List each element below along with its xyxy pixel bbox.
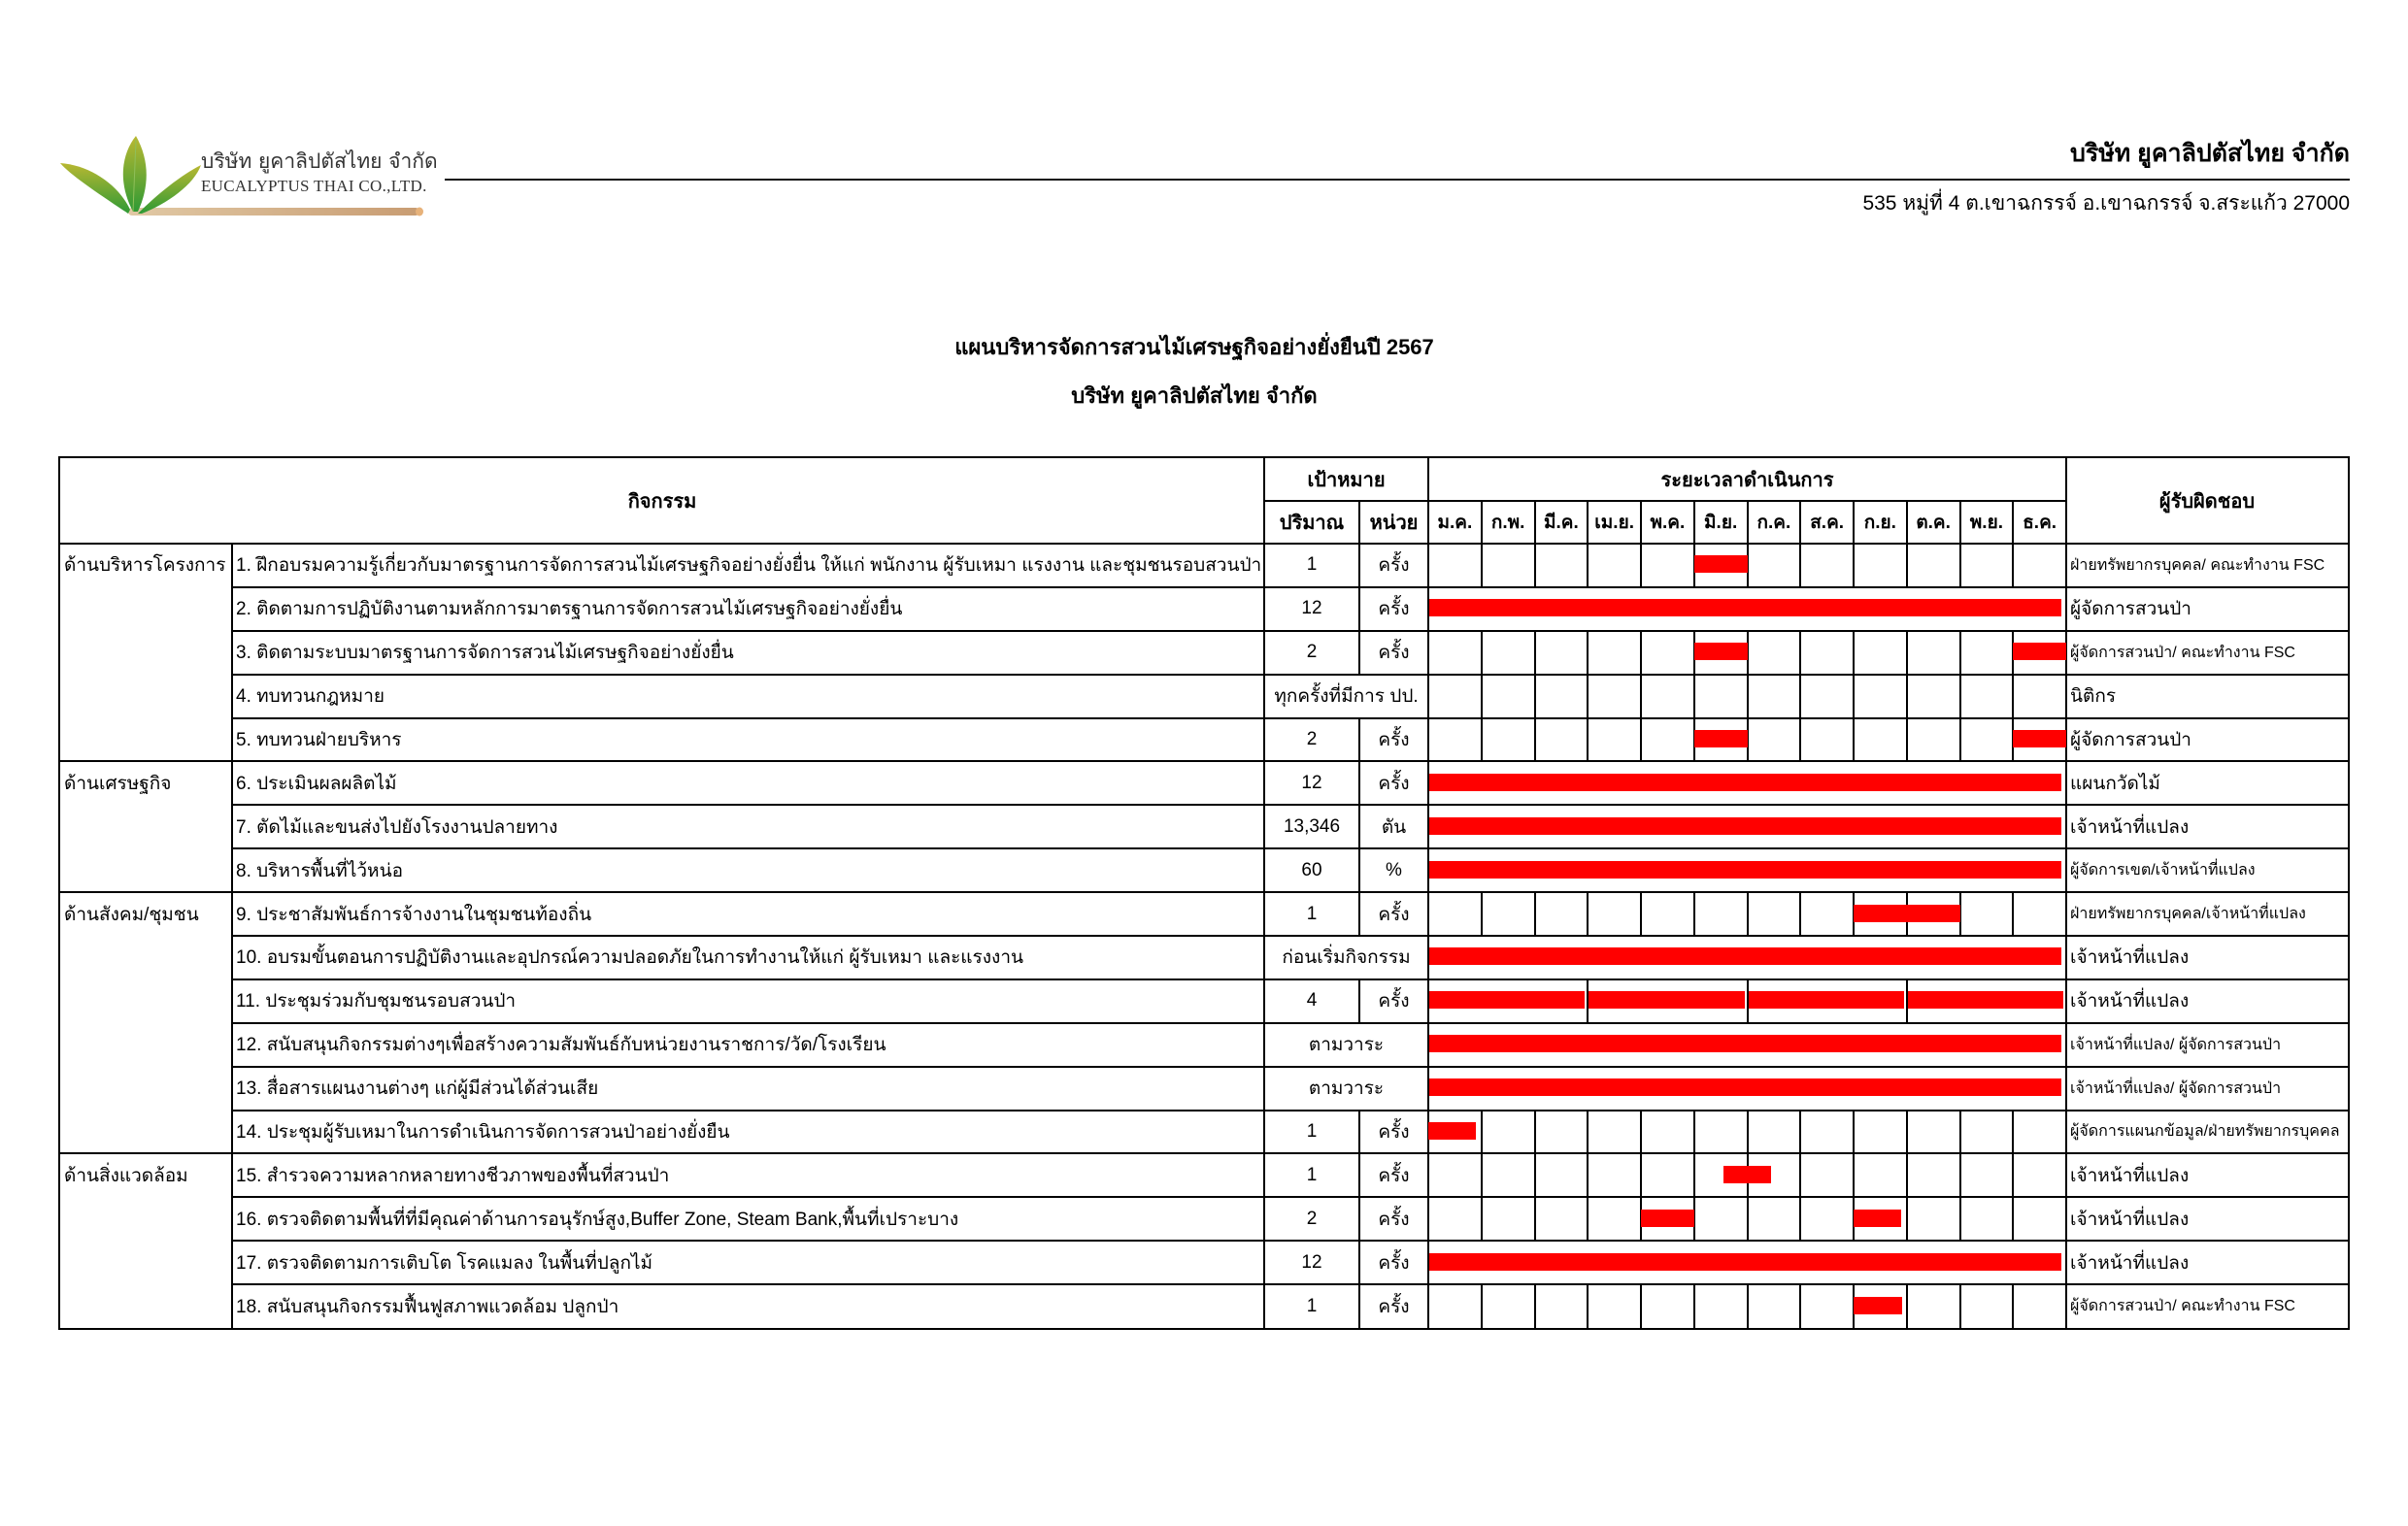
header-month-9: ก.ย. — [1863, 513, 1896, 533]
quantity-cell: 1 — [1306, 903, 1318, 924]
grid-line — [2012, 1197, 2014, 1241]
grid-line — [1263, 544, 1265, 587]
quantity-cell: 12 — [1301, 598, 1322, 619]
quantity-cell: 4 — [1306, 990, 1318, 1012]
quantity-cell: 1 — [1306, 1164, 1318, 1185]
grid-line — [1263, 718, 1265, 762]
unit-cell: ครั้ง — [1378, 643, 1410, 664]
responsible-cell: เจ้าหน้าที่แปลง — [2070, 947, 2190, 969]
gantt-bar — [1429, 947, 2061, 965]
grid-line — [1263, 936, 1265, 979]
grid-line — [1263, 805, 1265, 848]
grid-line — [1358, 718, 1360, 762]
header-responsible: ผู้รับผิดชอบ — [2158, 491, 2256, 513]
grid-line — [2012, 675, 2014, 718]
header-month-3: มี.ค. — [1543, 513, 1579, 533]
management-plan-table — [58, 456, 2350, 1330]
header-month-4: เม.ย. — [1594, 513, 1634, 533]
grid-line — [1358, 1284, 1360, 1328]
activity-cell: 18. สนับสนุนกิจกรรมฟื้นฟูสภาพแวดล้อม ปลูกป่า — [236, 1296, 619, 1317]
grid-line — [1481, 544, 1483, 587]
grid-line — [1263, 1111, 1265, 1154]
activity-cell: 9. ประชาสัมพันธ์การจ้างงานในชุมชนท้องถิ่น — [236, 904, 592, 925]
grid-line — [1693, 1111, 1695, 1154]
gantt-bar — [1429, 861, 2061, 879]
grid-line — [1263, 631, 1265, 675]
unit-cell: ครั้ง — [1378, 1209, 1410, 1230]
grid-line — [232, 847, 2348, 849]
grid-line — [1853, 1153, 1855, 1197]
logo-thai-name: บริษัท ยูคาลิปตัสไทย จำกัด — [201, 149, 438, 173]
grid-line — [232, 1022, 2348, 1024]
grid-line — [1640, 1153, 1642, 1197]
gantt-bar — [1429, 817, 2061, 835]
header-month-2: ก.พ. — [1490, 513, 1525, 533]
grid-line — [1534, 675, 1536, 718]
header-month-1: ม.ค. — [1437, 513, 1473, 533]
grid-line — [1587, 544, 1589, 587]
grid-line — [1427, 718, 1429, 762]
grid-line — [1358, 1197, 1360, 1241]
grid-line — [232, 630, 2348, 632]
grid-line — [60, 1152, 232, 1154]
grid-line — [1587, 718, 1589, 762]
grid-line — [1263, 892, 1265, 936]
responsible-cell: ฝ่ายทรัพยากรบุคคล/ คณะทำงาน FSC — [2070, 556, 2325, 574]
grid-line — [2065, 1241, 2067, 1284]
grid-line — [1263, 979, 1265, 1023]
grid-line — [2012, 1111, 2014, 1154]
grid-line — [1481, 1284, 1483, 1328]
grid-line — [1427, 1197, 1429, 1241]
grid-line — [2012, 1153, 2014, 1197]
activity-cell: 6. ประเมินผลผลิตไม้ — [236, 773, 397, 794]
grid-line — [232, 979, 2348, 980]
grid-line — [1534, 1197, 1536, 1241]
quantity-cell: 13,346 — [1283, 815, 1341, 837]
responsible-cell: ผู้จัดการสวนป่า/ คณะทำงาน FSC — [2070, 644, 2295, 661]
header-month-6: มิ.ย. — [1704, 513, 1738, 533]
responsible-cell: เจ้าหน้าที่แปลง — [2070, 991, 2190, 1012]
grid-line — [1358, 501, 1360, 544]
grid-line — [2065, 848, 2067, 892]
grid-line — [1799, 544, 1801, 587]
grid-line — [1263, 1284, 1265, 1328]
activity-cell: 4. ทบทวนกฎหมาย — [236, 686, 385, 708]
gantt-bar — [1908, 991, 2063, 1009]
grid-line — [1481, 892, 1483, 936]
quantity-cell: 1 — [1306, 554, 1318, 576]
grid-line — [1587, 1111, 1589, 1154]
quantity-cell: 1 — [1306, 1120, 1318, 1142]
grid-line — [1427, 631, 1429, 675]
grid-line — [2065, 544, 2067, 587]
grid-line — [1481, 631, 1483, 675]
unit-cell: ครั้ง — [1378, 773, 1410, 794]
grid-line — [1799, 675, 1801, 718]
gantt-bar — [1429, 1253, 2061, 1271]
grid-line — [1427, 1284, 1429, 1328]
grid-line — [1427, 892, 1429, 936]
gantt-bar — [1429, 1078, 2061, 1096]
grid-line — [1481, 1153, 1483, 1197]
company-address: 535 หมู่ที่ 4 ต.เขาฉกรรจ์ อ.เขาฉกรรจ์ จ.สระแก้ว 27000 — [1862, 192, 2350, 215]
quantity-cell: 12 — [1301, 772, 1322, 793]
company-logo — [60, 126, 438, 223]
grid-line — [2065, 1284, 2067, 1328]
grid-line — [1853, 501, 1855, 544]
grid-line — [2065, 1023, 2067, 1067]
grid-line — [2012, 892, 2014, 936]
grid-line — [1959, 501, 1961, 544]
grid-line — [1959, 675, 1961, 718]
grid-line — [1799, 718, 1801, 762]
grid-line — [1263, 675, 1265, 718]
quantity-cell: 2 — [1306, 1208, 1318, 1229]
grid-line — [1959, 1284, 1961, 1328]
grid-line — [1959, 631, 1961, 675]
grid-line — [1587, 892, 1589, 936]
header-month-5: พ.ค. — [1650, 513, 1686, 533]
grid-line — [1693, 1284, 1695, 1328]
unit-cell: ครั้ง — [1378, 904, 1410, 925]
grid-line — [1906, 1153, 1908, 1197]
grid-line — [232, 717, 2348, 719]
activity-cell: 11. ประชุมร่วมกับชุมชนรอบสวนป่า — [236, 991, 517, 1012]
grid-line — [1693, 501, 1695, 544]
gantt-bar — [1429, 1035, 2061, 1052]
responsible-cell: ผู้จัดการสวนป่า — [2070, 729, 2191, 750]
grid-line — [1959, 1197, 1961, 1241]
gantt-bar — [1641, 1210, 1694, 1227]
unit-cell: ครั้ง — [1378, 599, 1410, 620]
activity-cell: 17. ตรวจติดตามการเติบโต โรคแมลง ในพื้นที่ปลูกไม้ — [236, 1252, 653, 1274]
responsible-cell: ผู้จัดการสวนป่า/ คณะทำงาน FSC — [2070, 1298, 2295, 1315]
grid-line — [1799, 1197, 1801, 1241]
grid-line — [1263, 848, 1265, 892]
grid-line — [1481, 675, 1483, 718]
grid-line — [1640, 892, 1642, 936]
grid-line — [1587, 1153, 1589, 1197]
grid-line — [1358, 1153, 1360, 1197]
target-cell: ตามวาระ — [1308, 1078, 1385, 1100]
gantt-bar — [1428, 1122, 1476, 1140]
gantt-bar — [1749, 991, 1904, 1009]
responsible-cell: ฝ่ายทรัพยากรบุคคล/เจ้าหน้าที่แปลง — [2070, 906, 2306, 923]
grid-line — [1358, 631, 1360, 675]
grid-line — [1264, 500, 2066, 502]
responsible-cell: เจ้าหน้าที่แปลง — [2070, 1165, 2190, 1186]
grid-line — [2065, 805, 2067, 848]
grid-line — [2065, 587, 2067, 631]
grid-line — [1534, 718, 1536, 762]
grid-line — [1906, 1197, 1908, 1241]
grid-line — [1799, 892, 1801, 936]
grid-line — [1263, 761, 1265, 805]
target-cell: ตามวาระ — [1308, 1035, 1385, 1056]
grid-line — [232, 586, 2348, 588]
unit-cell: ตัน — [1381, 816, 1407, 838]
grid-line — [60, 891, 232, 893]
grid-line — [232, 1283, 2348, 1285]
grid-line — [1747, 892, 1749, 936]
responsible-cell: เจ้าหน้าที่แปลง/ ผู้จัดการสวนป่า — [2070, 1036, 2282, 1053]
grid-line — [1640, 1111, 1642, 1154]
gantt-bar — [1723, 1166, 1771, 1183]
grid-line — [1906, 631, 1908, 675]
grid-line — [1534, 1284, 1536, 1328]
grid-line — [232, 804, 2348, 806]
target-cell: ก่อนเริ่มกิจกรรม — [1282, 947, 1411, 969]
activity-cell: 14. ประชุมผู้รับเหมาในการดำเนินการจัดการสวนป่าอย่างยั่งยืน — [236, 1121, 730, 1143]
grid-line — [1747, 675, 1749, 718]
activity-cell: 12. สนับสนุนกิจกรรมต่างๆเพื่อสร้างความสัมพันธ์กับหน่วยงานราชการ/วัด/โรงเรียน — [236, 1035, 886, 1056]
header-period: ระยะเวลาดำเนินการ — [1660, 470, 1834, 491]
document-title: แผนบริหารจัดการสวนไม้เศรษฐกิจอย่างยั่งยืนปี 2567 — [954, 335, 1434, 359]
gantt-bar — [1694, 643, 1748, 660]
responsible-cell: แผนกวัดไม้ — [2070, 773, 2160, 794]
category-label: ด้านบริหารโครงการ — [64, 555, 226, 577]
grid-line — [1906, 718, 1908, 762]
grid-line — [60, 760, 232, 762]
grid-line — [1587, 501, 1589, 544]
grid-line — [1427, 675, 1429, 718]
quantity-cell: 1 — [1306, 1295, 1318, 1316]
company-name: บริษัท ยูคาลิปตัสไทย จำกัด — [2069, 140, 2350, 167]
gantt-bar — [1429, 774, 2061, 791]
grid-line — [2065, 1067, 2067, 1111]
grid-line — [1747, 501, 1749, 544]
responsible-cell: เจ้าหน้าที่แปลง/ ผู้จัดการสวนป่า — [2070, 1079, 2282, 1097]
grid-line — [1534, 892, 1536, 936]
gantt-bar — [1854, 1297, 1902, 1314]
grid-line — [2012, 544, 2014, 587]
gantt-bar — [1429, 599, 2061, 616]
grid-line — [232, 1240, 2348, 1242]
grid-line — [2065, 675, 2067, 718]
quantity-cell: 2 — [1306, 728, 1318, 749]
activity-cell: 13. สื่อสารแผนงานต่างๆ แก่ผู้มีส่วนได้ส่วนเสีย — [236, 1078, 599, 1100]
header-month-8: ส.ค. — [1810, 513, 1845, 533]
header-month-10: ต.ค. — [1916, 513, 1951, 533]
logo-english-name: EUCALYPTUS THAI CO.,LTD. — [201, 177, 427, 195]
grid-line — [1358, 761, 1360, 805]
grid-line — [1358, 544, 1360, 587]
grid-line — [1906, 501, 1908, 544]
grid-line — [1853, 718, 1855, 762]
category-label: ด้านเศรษฐกิจ — [64, 773, 172, 794]
gantt-bar — [2013, 643, 2066, 660]
gantt-bar — [1429, 991, 1585, 1009]
grid-line — [1263, 1197, 1265, 1241]
unit-cell: ครั้ง — [1378, 1296, 1410, 1317]
unit-cell: ครั้ง — [1378, 555, 1410, 577]
gantt-bar — [1694, 555, 1748, 573]
grid-line — [1747, 1197, 1749, 1241]
grid-line — [1358, 848, 1360, 892]
grid-line — [232, 1152, 2348, 1154]
grid-line — [232, 891, 2348, 893]
header-quantity: ปริมาณ — [1279, 513, 1345, 534]
grid-line — [1906, 1111, 1908, 1154]
grid-line — [1959, 718, 1961, 762]
grid-line — [1799, 501, 1801, 544]
unit-cell: ครั้ง — [1378, 1121, 1410, 1143]
grid-line — [1263, 1067, 1265, 1111]
grid-line — [1693, 892, 1695, 936]
grid-line — [1959, 544, 1961, 587]
grid-line — [1959, 1153, 1961, 1197]
grid-line — [1263, 1241, 1265, 1284]
grid-line — [1534, 631, 1536, 675]
activity-cell: 16. ตรวจติดตามพื้นที่ที่มีคุณค่าด้านการอนุรักษ์สูง,Buffer Zone, Steam Bank,พื้นที่เปราะบาง — [236, 1209, 959, 1230]
category-label: ด้านสิ่งแวดล้อม — [64, 1165, 188, 1186]
grid-line — [1799, 1111, 1801, 1154]
responsible-cell: ผู้จัดการแผนกข้อมูล/ฝ่ายทรัพยากรบุคคล — [2070, 1123, 2340, 1141]
header-month-12: ธ.ค. — [2023, 513, 2057, 533]
activity-cell: 5. ทบทวนฝ่ายบริหาร — [236, 729, 402, 750]
activity-cell: 10. อบรมขั้นตอนการปฏิบัติงานและอุปกรณ์ความปลอดภัยในการทำงานให้แก่ ผู้รับเหมา และแรงงาน — [236, 947, 1023, 969]
header-month-7: ก.ค. — [1756, 513, 1791, 533]
grid-line — [1906, 1284, 1908, 1328]
grid-line — [232, 1196, 2348, 1198]
grid-line — [1693, 1153, 1695, 1197]
grid-line — [1358, 805, 1360, 848]
activity-cell: 1. ฝึกอบรมความรู้เกี่ยวกับมาตรฐานการจัดการสวนไม้เศรษฐกิจอย่างยั่งยื่น ให้แก่ พนักงาน ผู้รับเหมา แรงงาน และชุมชนรอบสวนป่า — [236, 555, 1262, 577]
unit-cell: ครั้ง — [1378, 1252, 1410, 1274]
grid-line — [232, 1110, 2348, 1111]
grid-line — [1853, 675, 1855, 718]
header-divider — [445, 179, 2350, 181]
grid-line — [1358, 979, 1360, 1023]
grid-line — [1481, 1197, 1483, 1241]
grid-line — [2065, 892, 2067, 936]
quantity-cell: 60 — [1301, 859, 1322, 880]
grid-line — [1427, 1153, 1429, 1197]
grid-line — [1481, 1111, 1483, 1154]
activity-cell: 3. ติดตามระบบมาตรฐานการจัดการสวนไม้เศรษฐกิจอย่างยั่งยื่น — [236, 643, 734, 664]
activity-cell: 15. สำรวจความหลากหลายทางชีวภาพของพื้นที่สวนป่า — [236, 1165, 670, 1186]
activity-cell: 8. บริหารพื้นที่ไว้หน่อ — [236, 860, 403, 881]
unit-cell: % — [1386, 859, 1402, 880]
grid-line — [1587, 631, 1589, 675]
grid-line — [1799, 631, 1801, 675]
grid-line — [2065, 979, 2067, 1023]
grid-line — [1640, 501, 1642, 544]
grid-line — [2012, 1284, 2014, 1328]
grid-line — [1534, 1111, 1536, 1154]
responsible-cell: ผู้จัดการเขต/เจ้าหน้าที่แปลง — [2070, 862, 2256, 879]
grid-line — [1481, 501, 1483, 544]
gantt-bar — [1854, 1210, 1901, 1227]
responsible-cell: ผู้จัดการสวนป่า — [2070, 599, 2191, 620]
unit-cell: ครั้ง — [1378, 1165, 1410, 1186]
grid-line — [1587, 1284, 1589, 1328]
responsible-cell: นิติกร — [2070, 686, 2117, 708]
grid-line — [1534, 501, 1536, 544]
grid-line — [1263, 587, 1265, 631]
grid-line — [1906, 544, 1908, 587]
grid-line — [2065, 1197, 2067, 1241]
grid-line — [2065, 1111, 2067, 1154]
grid-line — [232, 935, 2348, 937]
grid-line — [1358, 1241, 1360, 1284]
responsible-cell: เจ้าหน้าที่แปลง — [2070, 1209, 2190, 1230]
grid-line — [232, 1066, 2348, 1068]
grid-line — [1640, 544, 1642, 587]
category-label: ด้านสังคม/ชุมชน — [64, 904, 199, 925]
grid-line — [1263, 1153, 1265, 1197]
activity-cell: 7. ตัดไม้และขนส่งไปยังโรงงานปลายทาง — [236, 816, 558, 838]
target-cell: ทุกครั้งที่มีการ ปป. — [1274, 686, 1419, 708]
unit-cell: ครั้ง — [1378, 991, 1410, 1012]
grid-line — [1693, 675, 1695, 718]
grid-line — [1747, 1284, 1749, 1328]
header-unit: หน่วย — [1369, 513, 1419, 534]
grid-line — [1534, 1153, 1536, 1197]
gantt-bar — [1854, 905, 1960, 922]
grid-line — [1853, 631, 1855, 675]
responsible-cell: เจ้าหน้าที่แปลง — [2070, 816, 2190, 838]
grid-line — [1959, 1111, 1961, 1154]
grid-line — [1640, 675, 1642, 718]
grid-line — [1358, 1111, 1360, 1154]
quantity-cell: 2 — [1306, 642, 1318, 663]
document-subtitle: บริษัท ยูคาลิปตัสไทย จำกัด — [1071, 383, 1318, 408]
gantt-bar — [2013, 730, 2066, 747]
grid-line — [1587, 675, 1589, 718]
grid-line — [1534, 544, 1536, 587]
grid-line — [1747, 1111, 1749, 1154]
grid-line — [232, 760, 2348, 762]
grid-line — [1640, 718, 1642, 762]
quantity-cell: 12 — [1301, 1251, 1322, 1273]
header-target: เป้าหมาย — [1307, 470, 1386, 491]
grid-line — [1587, 1197, 1589, 1241]
grid-line — [2065, 761, 2067, 805]
grid-line — [1640, 631, 1642, 675]
grid-line — [2065, 1153, 2067, 1197]
gantt-bar — [1694, 730, 1748, 747]
grid-line — [2012, 501, 2014, 544]
grid-line — [1263, 1023, 1265, 1067]
header-month-11: พ.ย. — [1969, 513, 2003, 533]
activity-cell: 2. ติดตามการปฏิบัติงานตามหลักการมาตรฐานการจัดการสวนไม้เศรษฐกิจอย่างยั่งยื่น — [236, 599, 903, 620]
grid-line — [1799, 1284, 1801, 1328]
grid-line — [1358, 587, 1360, 631]
grid-line — [232, 674, 2348, 676]
grid-line — [1853, 544, 1855, 587]
header-activity: กิจกรรม — [627, 491, 697, 513]
grid-line — [2065, 936, 2067, 979]
grid-line — [1358, 892, 1360, 936]
responsible-cell: เจ้าหน้าที่แปลง — [2070, 1252, 2190, 1274]
grid-line — [1906, 675, 1908, 718]
unit-cell: ครั้ง — [1378, 729, 1410, 750]
grid-line — [1427, 544, 1429, 587]
grid-line — [1481, 718, 1483, 762]
grid-line — [1640, 1284, 1642, 1328]
grid-line — [1799, 1153, 1801, 1197]
grid-line — [1853, 1111, 1855, 1154]
gantt-bar — [1589, 991, 1744, 1009]
